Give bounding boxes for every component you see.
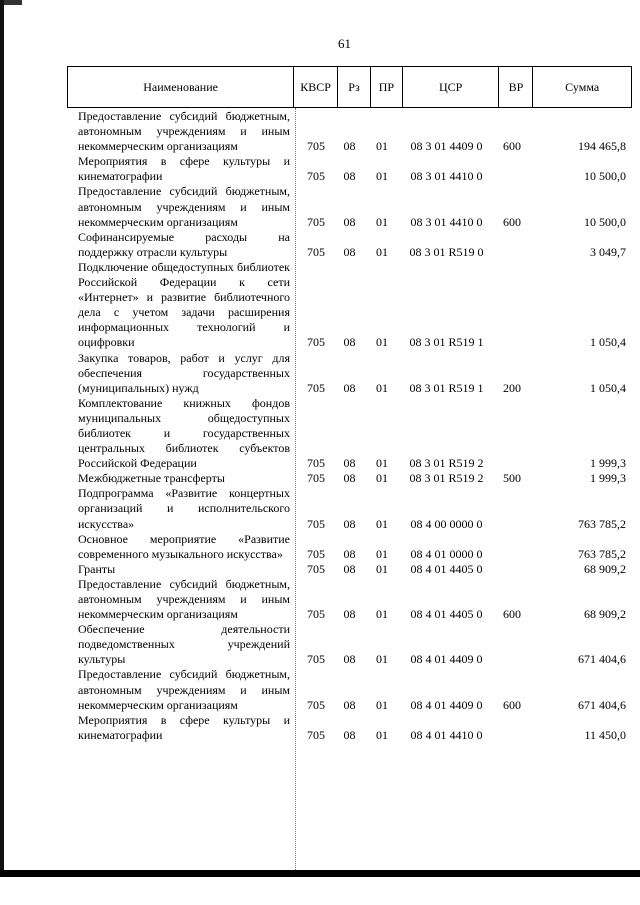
row-kvsr: 705 [307, 561, 325, 576]
row-csr: 08 4 01 4410 0 [410, 727, 483, 742]
header-rz: Рз [338, 67, 371, 107]
row-sum: 68 909,2 [584, 607, 626, 622]
row-csr: 08 3 01 R519 2 [409, 471, 484, 486]
row-sum: 1 050,4 [590, 335, 626, 350]
table-header [67, 66, 632, 108]
row-csr: 08 3 01 R519 1 [409, 335, 484, 350]
row-csr: 08 4 01 4409 0 [410, 697, 483, 712]
table-row [78, 184, 632, 229]
row-kvsr: 705 [307, 546, 325, 561]
row-sum: 763 785,2 [578, 546, 626, 561]
row-rz: 08 [343, 546, 356, 561]
row-name: Комплектование книжных фондов муниципальных общедоступных библиотек и государственных центральных библиотек субъектов Российской Федерации [78, 395, 290, 471]
row-kvsr: 705 [307, 169, 325, 184]
row-pr: 01 [376, 727, 388, 742]
row-name: Предоставление субсидий бюджетным, автономным учреждениям и иным некоммерческим организациям [78, 109, 290, 154]
row-sum: 671 404,6 [578, 652, 626, 667]
row-pr: 01 [376, 607, 388, 622]
row-sum: 671 404,6 [578, 697, 626, 712]
row-vr: 200 [503, 380, 521, 395]
row-kvsr: 705 [307, 214, 325, 229]
table-row [78, 471, 632, 486]
row-name: Межбюджетные трансферты [78, 471, 225, 486]
row-sum: 11 450,0 [584, 727, 626, 742]
table-row [78, 667, 632, 712]
row-pr: 01 [376, 516, 388, 531]
row-vr: 600 [503, 139, 521, 154]
table-row [78, 260, 632, 351]
row-name: Предоставление субсидий бюджетным, автономным учреждениям и иным некоммерческим организациям [78, 184, 290, 229]
scan-left-edge [0, 0, 4, 877]
row-rz: 08 [343, 516, 356, 531]
header-csr: ЦСР [403, 67, 500, 107]
row-rz: 08 [343, 335, 356, 350]
row-pr: 01 [376, 697, 388, 712]
header-sum: Сумма [565, 79, 600, 94]
row-name: Мероприятия в сфере культуры и кинематографии [78, 712, 290, 742]
table-row [78, 532, 632, 562]
row-rz: 08 [343, 607, 356, 622]
row-kvsr: 705 [307, 335, 325, 350]
row-csr: 08 4 01 4405 0 [410, 561, 483, 576]
row-name: Закупка товаров, работ и услуг для обеспечения государственных (муниципальных) нужд [78, 350, 290, 395]
row-sum: 194 465,8 [578, 139, 626, 154]
row-pr: 01 [376, 214, 388, 229]
row-kvsr: 705 [307, 139, 325, 154]
row-pr: 01 [376, 456, 388, 471]
row-name: Основное мероприятие «Развитие современного музыкального искусства» [78, 531, 290, 561]
row-pr: 01 [376, 380, 388, 395]
row-kvsr: 705 [307, 727, 325, 742]
row-name: Софинансируемые расходы на поддержку отрасли культуры [78, 229, 290, 259]
row-rz: 08 [343, 561, 356, 576]
table-row [78, 486, 632, 531]
row-csr: 08 3 01 4410 0 [410, 214, 483, 229]
row-vr: 600 [503, 214, 521, 229]
header-name: Наименование [68, 67, 294, 107]
row-csr: 08 3 01 R519 2 [409, 456, 484, 471]
row-kvsr: 705 [307, 471, 325, 486]
row-pr: 01 [376, 169, 388, 184]
row-name: Мероприятия в сфере культуры и кинематографии [78, 154, 290, 184]
table-row [78, 396, 632, 471]
table-row [78, 351, 632, 396]
row-name: Подпрограмма «Развитие концертных организаций и исполнительского искусства» [78, 486, 290, 531]
row-pr: 01 [376, 139, 388, 154]
row-rz: 08 [343, 471, 356, 486]
row-name: Предоставление субсидий бюджетным, автономным учреждениям и иным некоммерческим организациям [78, 667, 290, 712]
row-pr: 01 [376, 335, 388, 350]
row-sum: 1 999,3 [590, 471, 626, 486]
row-name: Обеспечение деятельности подведомственных учреждений культуры [78, 622, 290, 667]
row-rz: 08 [343, 697, 356, 712]
table-row [78, 562, 632, 577]
row-sum: 1 050,4 [590, 380, 626, 395]
row-sum: 10 500,0 [584, 214, 626, 229]
row-kvsr: 705 [307, 244, 325, 259]
table-row [78, 230, 632, 260]
row-kvsr: 705 [307, 516, 325, 531]
row-rz: 08 [343, 169, 356, 184]
header-kvsr: КВСР [294, 67, 338, 107]
table-row [78, 622, 632, 667]
row-pr: 01 [376, 561, 388, 576]
row-csr: 08 3 01 4409 0 [410, 139, 483, 154]
row-sum: 10 500,0 [584, 169, 626, 184]
row-rz: 08 [343, 214, 356, 229]
row-csr: 08 3 01 R519 1 [409, 380, 484, 395]
row-vr: 600 [503, 697, 521, 712]
row-name: Предоставление субсидий бюджетным, автономным учреждениям и иным некоммерческим организациям [78, 576, 290, 622]
page-number: 61 [338, 36, 351, 51]
row-pr: 01 [376, 471, 388, 486]
row-csr: 08 3 01 4410 0 [410, 169, 483, 184]
row-rz: 08 [343, 244, 356, 259]
row-csr: 08 4 01 0000 0 [410, 546, 483, 561]
row-rz: 08 [343, 456, 356, 471]
row-name: Подключение общедоступных библиотек Российской Федерации к сети «Интернет» и развитие библиотечного дела с учетом задачи расширения информационных технологий и оцифровки [78, 259, 290, 350]
row-csr: 08 4 01 4409 0 [410, 652, 483, 667]
table-row [78, 154, 632, 184]
row-name: Гранты [78, 561, 116, 576]
table-row [78, 109, 632, 154]
row-pr: 01 [376, 652, 388, 667]
row-rz: 08 [343, 652, 356, 667]
row-rz: 08 [343, 139, 356, 154]
row-kvsr: 705 [307, 456, 325, 471]
row-pr: 01 [376, 244, 388, 259]
row-csr: 08 4 01 4405 0 [410, 607, 483, 622]
header-pr: ПР [371, 67, 403, 107]
row-sum: 1 999,3 [590, 456, 626, 471]
row-pr: 01 [376, 546, 388, 561]
row-sum: 3 049,7 [590, 244, 626, 259]
row-csr: 08 4 00 0000 0 [410, 516, 483, 531]
scan-bottom-edge [0, 870, 640, 877]
row-rz: 08 [343, 727, 356, 742]
table-row [78, 713, 632, 743]
row-rz: 08 [343, 380, 356, 395]
row-sum: 763 785,2 [578, 516, 626, 531]
row-kvsr: 705 [307, 652, 325, 667]
row-csr: 08 3 01 R519 0 [409, 244, 484, 259]
row-vr: 500 [503, 471, 521, 486]
table-body [78, 109, 632, 743]
row-vr: 600 [503, 607, 521, 622]
table-row [78, 577, 632, 622]
header-vr: ВР [499, 67, 533, 107]
row-kvsr: 705 [307, 607, 325, 622]
row-sum: 68 909,2 [584, 561, 626, 576]
row-kvsr: 705 [307, 697, 325, 712]
row-kvsr: 705 [307, 380, 325, 395]
